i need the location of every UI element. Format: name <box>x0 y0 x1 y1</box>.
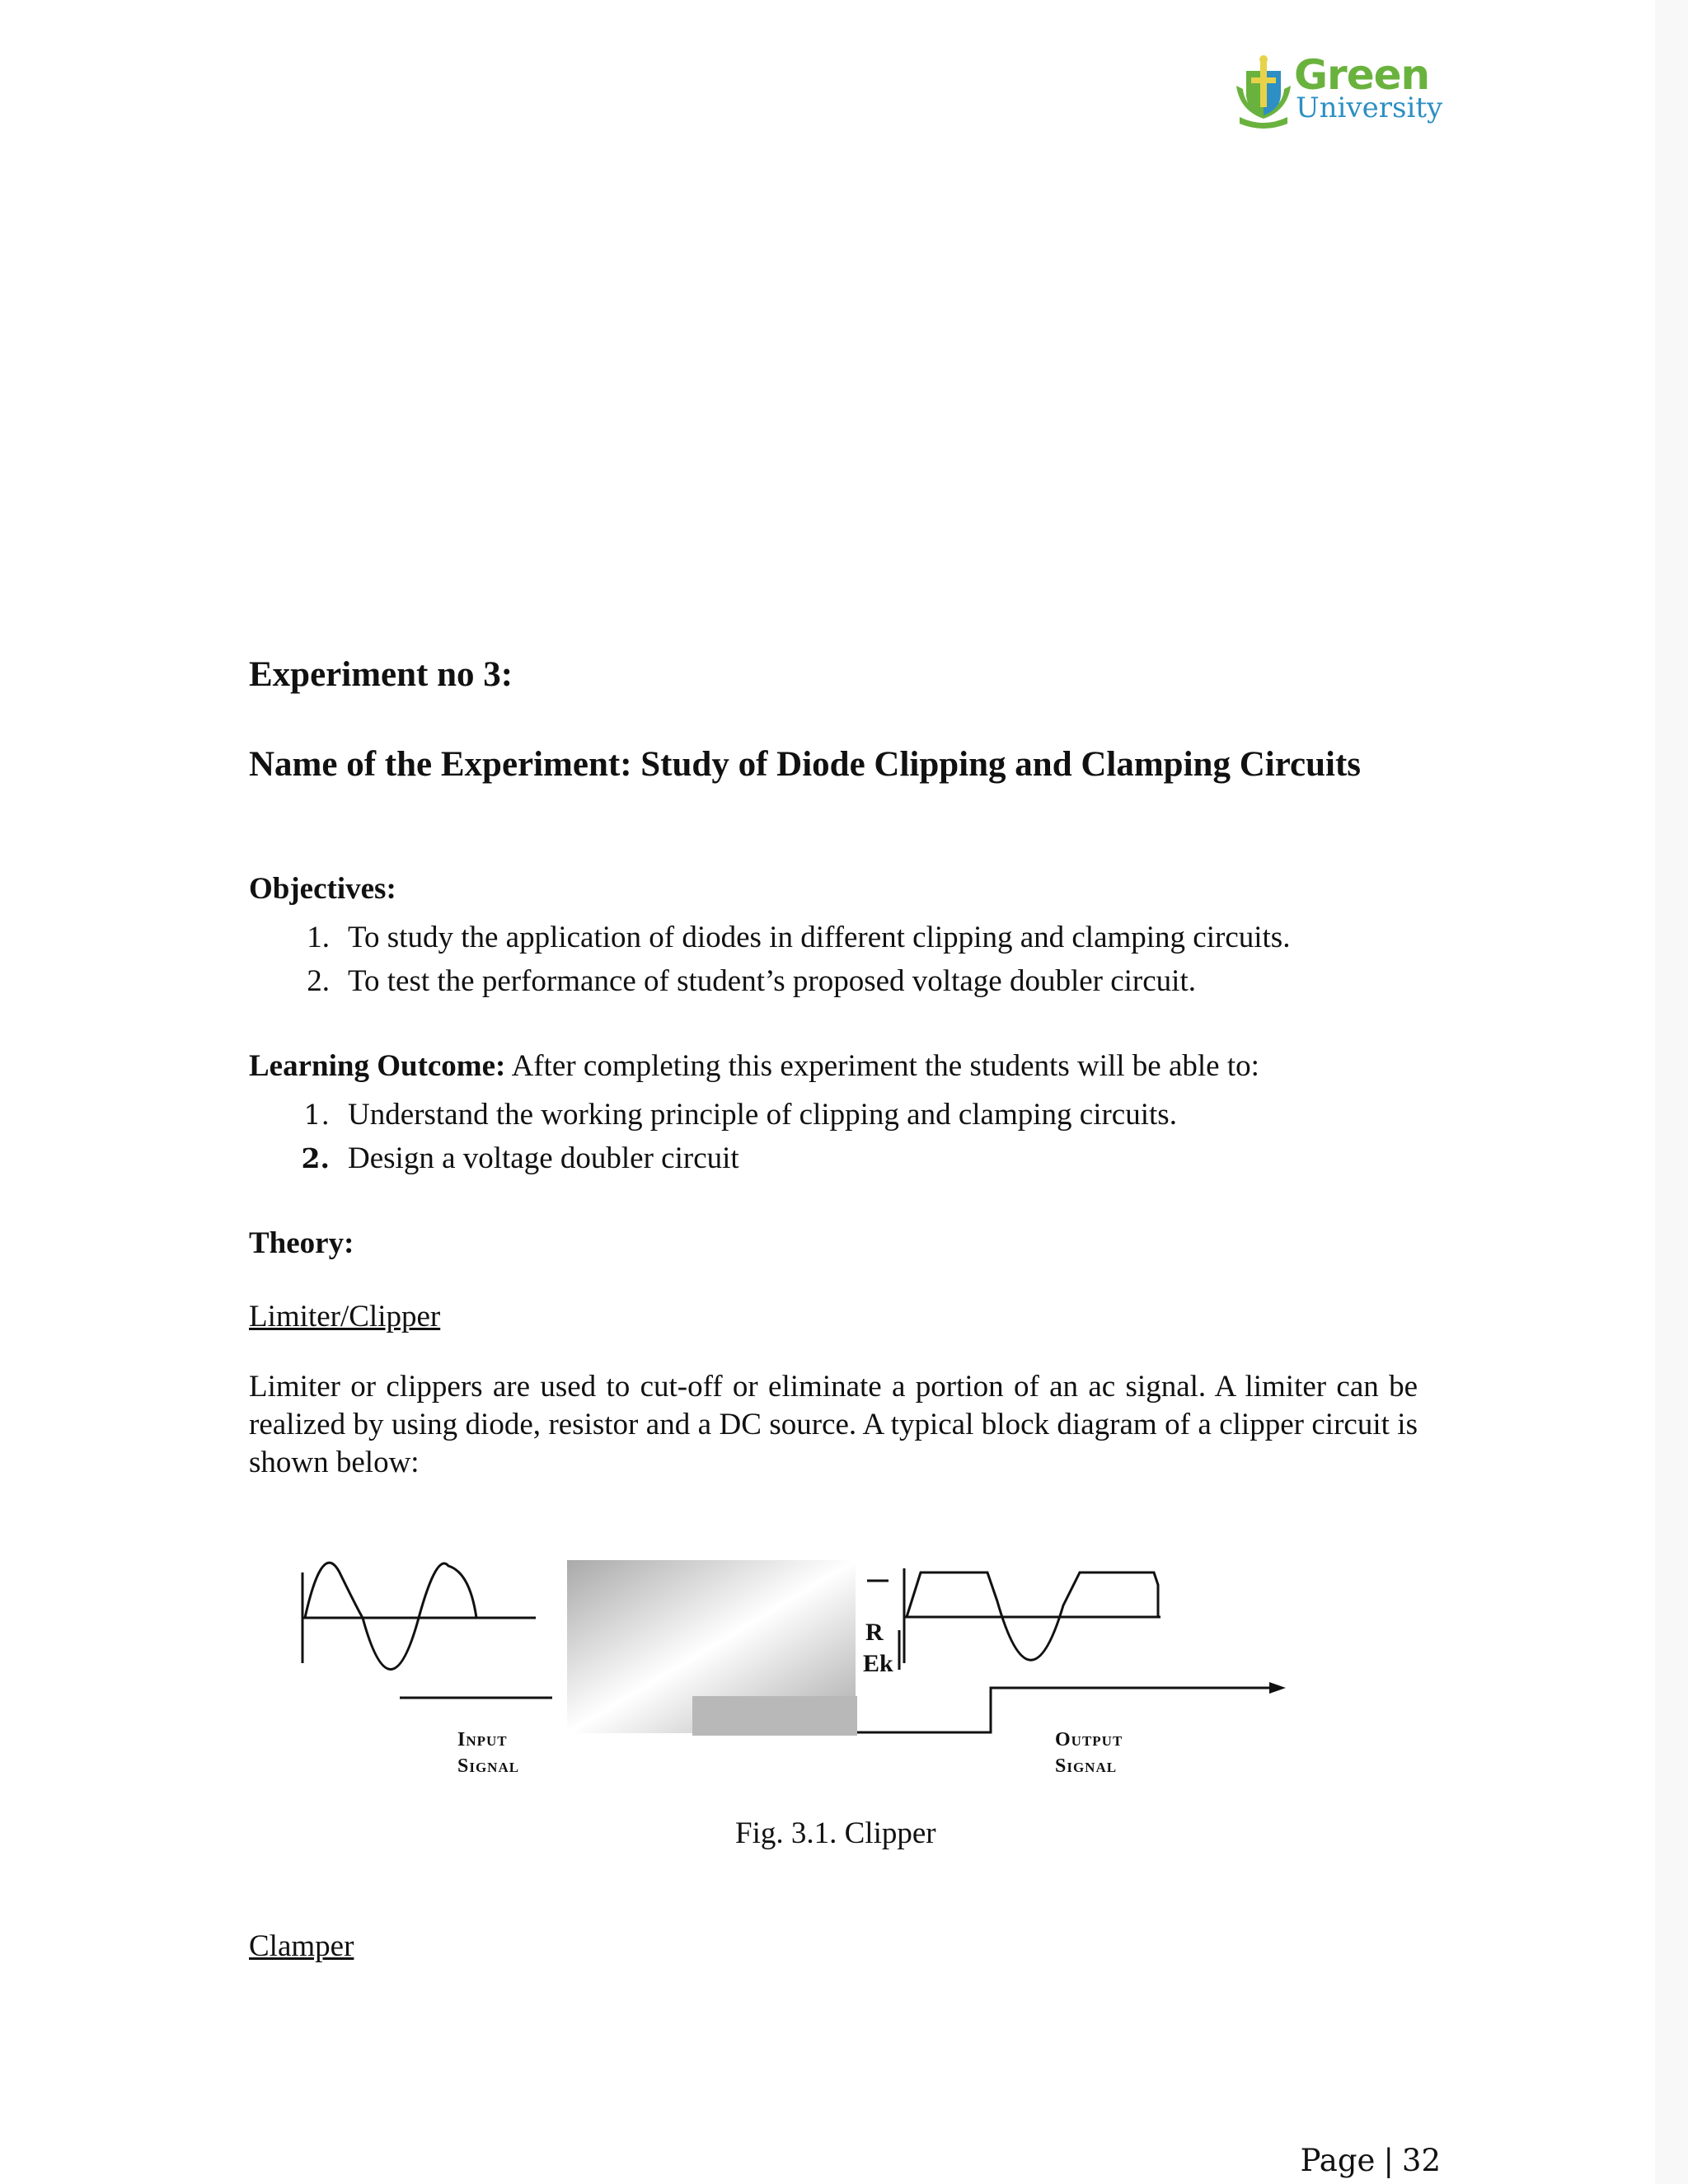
list-item <box>249 916 1290 959</box>
clipper-paragraph: Limiter or clippers are used to cut-off or eliminate a portion of an ac signal. A limiter can be realized by using diode, resistor and a DC source. A typical block diagram of a clipper circuit is shown below: <box>249 1370 1418 1479</box>
experiment-number-heading: Experiment no 3: <box>249 655 513 694</box>
objectives-list <box>249 916 1290 1003</box>
learning-outcome-label: Learning Outcome: <box>249 1049 506 1083</box>
learning-outcome-paragraph <box>249 1048 1259 1084</box>
green-university-logo <box>1235 51 1443 132</box>
block-text-fragment-r: R <box>865 1619 884 1646</box>
list-number: 2. <box>307 964 330 998</box>
list-item <box>249 1137 1177 1180</box>
list-text: To test the performance of student’s proposed voltage doubler circuit. <box>348 964 1196 998</box>
list-number: 2. <box>301 1142 330 1174</box>
learning-outcome-text: After completing this experiment the students will be able to: <box>505 1049 1259 1083</box>
page-footer <box>1301 2143 1441 2178</box>
logo-word-green: Green <box>1294 51 1430 99</box>
clipper-block-diagram <box>280 1548 1311 1795</box>
input-label-line2: Signal <box>457 1755 520 1777</box>
list-item <box>249 1093 1177 1137</box>
list-text: To study the application of diodes in different clipping and clamping circuits. <box>348 921 1291 954</box>
page-edge-shade <box>1655 0 1688 2184</box>
list-number: 1. <box>303 1099 330 1131</box>
list-text: Design a voltage doubler circuit <box>348 1141 739 1175</box>
shield-crest-icon <box>1235 53 1292 132</box>
figure-caption: Fig. 3.1. Clipper <box>735 1816 936 1850</box>
block-text-fragment-ek: Ek <box>863 1650 893 1677</box>
learning-outcome-list <box>249 1093 1177 1180</box>
arrow-head-icon <box>1269 1682 1286 1694</box>
page-separator: | <box>1383 2143 1394 2178</box>
logo-word-university: University <box>1296 91 1443 124</box>
limiter-clipper-subheading: Limiter/Clipper <box>249 1300 441 1333</box>
page-label: Page <box>1300 2143 1376 2178</box>
experiment-name-heading: Name of the Experiment: Study of Diode Clipping and Clamping Circuits <box>249 745 1362 784</box>
page-number: 32 <box>1401 2143 1441 2178</box>
theory-heading: Theory: <box>249 1226 354 1260</box>
input-label-line1: Input <box>457 1729 508 1750</box>
list-item <box>249 959 1290 1003</box>
clamper-subheading: Clamper <box>249 1929 354 1963</box>
output-label-line1: Output <box>1055 1729 1123 1750</box>
signal-line-out <box>857 1688 1278 1732</box>
list-text: Understand the working principle of clipping and clamping circuits. <box>348 1098 1177 1132</box>
list-number: 1. <box>307 921 330 954</box>
objectives-heading: Objectives: <box>249 872 396 906</box>
output-label-line2: Signal <box>1055 1755 1118 1777</box>
clipper-diagram-svg <box>280 1548 1311 1795</box>
input-sine-wave <box>305 1563 476 1669</box>
